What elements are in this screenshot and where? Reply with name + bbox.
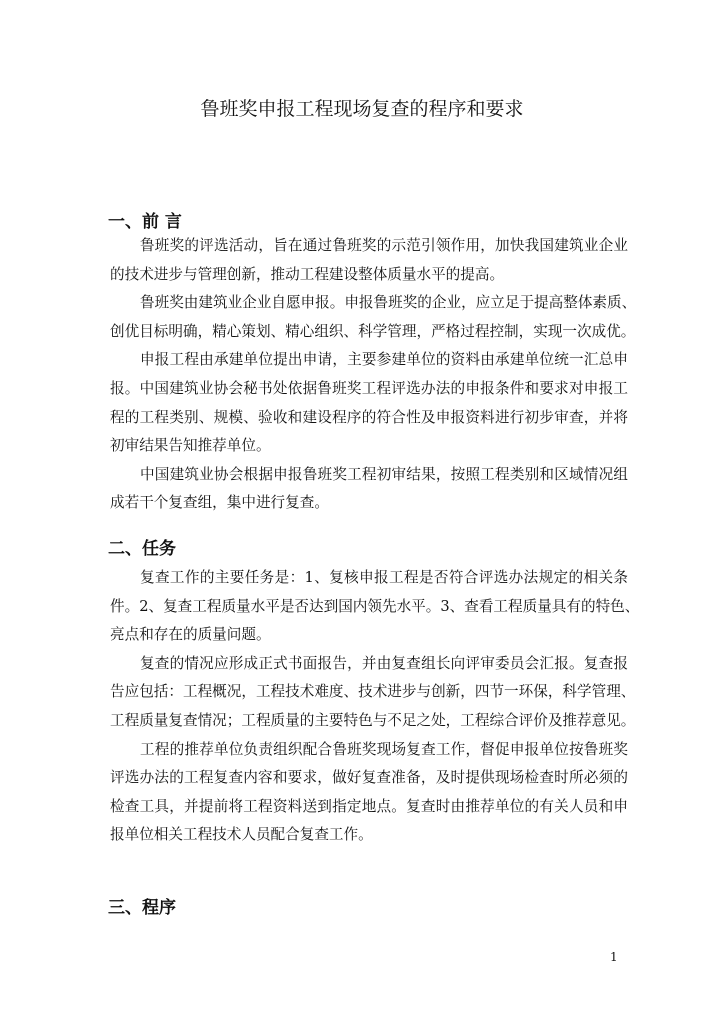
section-body-tasks <box>110 564 640 850</box>
section-heading-tasks: 二、任务 <box>108 539 176 559</box>
paragraph-line: 成若干个复查组，集中进行复查。 <box>110 494 329 512</box>
paragraph-line: 报。中国建筑业协会秘书处依据鲁班奖工程评选办法的申报条件和要求对申报工 <box>110 379 628 397</box>
paragraph-line: 报单位相关工程技术人员配合复查工作。 <box>110 826 373 844</box>
paragraph-line: 工程的推荐单位负责组织配合鲁班奖现场复查工作，督促申报单位按鲁班奖 <box>140 740 628 758</box>
paragraph-line: 鲁班奖由建筑业企业自愿申报。申报鲁班奖的企业，应立足于提高整体素质、 <box>140 294 637 312</box>
paragraph-line: 检查工具，并提前将工程资料送到指定地点。复查时由推荐单位的有关人员和申 <box>110 797 628 815</box>
paragraph-line: 亮点和存在的质量问题。 <box>110 626 271 644</box>
paragraph-line: 复查工作的主要任务是：1、复核申报工程是否符合评选办法规定的相关条 <box>140 569 628 586</box>
document-title: 鲁班奖申报工程现场复查的程序和要求 <box>200 98 524 120</box>
section-heading-preface: 一、前 言 <box>108 212 182 232</box>
paragraph-line: 初审结果告知推荐单位。 <box>110 437 271 455</box>
paragraph-line: 工程质量复查情况；工程质量的主要特色与不足之处，工程综合评价及推荐意见。 <box>110 711 636 729</box>
paragraph-line: 的技术进步与管理创新，推动工程建设整体质量水平的提高。 <box>110 265 505 283</box>
paragraph-line: 程的工程类别、规模、验收和建设程序的符合性及申报资料进行初步审查，并将 <box>110 408 628 426</box>
paragraph-line: 复查的情况应形成正式书面报告，并由复查组长向评审委员会汇报。复查报 <box>140 654 628 672</box>
paragraph-line: 评选办法的工程复查内容和要求，做好复查准备，及时提供现场检查时所必须的 <box>110 769 628 787</box>
paragraph-line: 告应包括：工程概况，工程技术难度、技术进步与创新，四节一环保，科学管理、 <box>110 683 636 701</box>
paragraph-line: 鲁班奖的评选活动，旨在通过鲁班奖的示范引领作用，加快我国建筑业企业 <box>140 237 628 254</box>
paragraph-line: 中国建筑业协会根据申报鲁班奖工程初审结果，按照工程类别和区域情况组 <box>140 465 628 483</box>
paragraph-line: 创优目标明确，精心策划、精心组织、科学管理，严格过程控制，实现一次成优。 <box>110 322 636 340</box>
section-heading-procedure: 三、程序 <box>108 898 176 918</box>
paragraph-line: 申报工程由承建单位提出申请，主要参建单位的资料由承建单位统一汇总申 <box>140 351 628 369</box>
paragraph-line: 件。2、复查工程质量水平是否达到国内领先水平。3、查看工程质量具有的特色、 <box>110 597 640 615</box>
section-body-preface <box>110 232 637 518</box>
page-number: 1 <box>610 950 618 964</box>
